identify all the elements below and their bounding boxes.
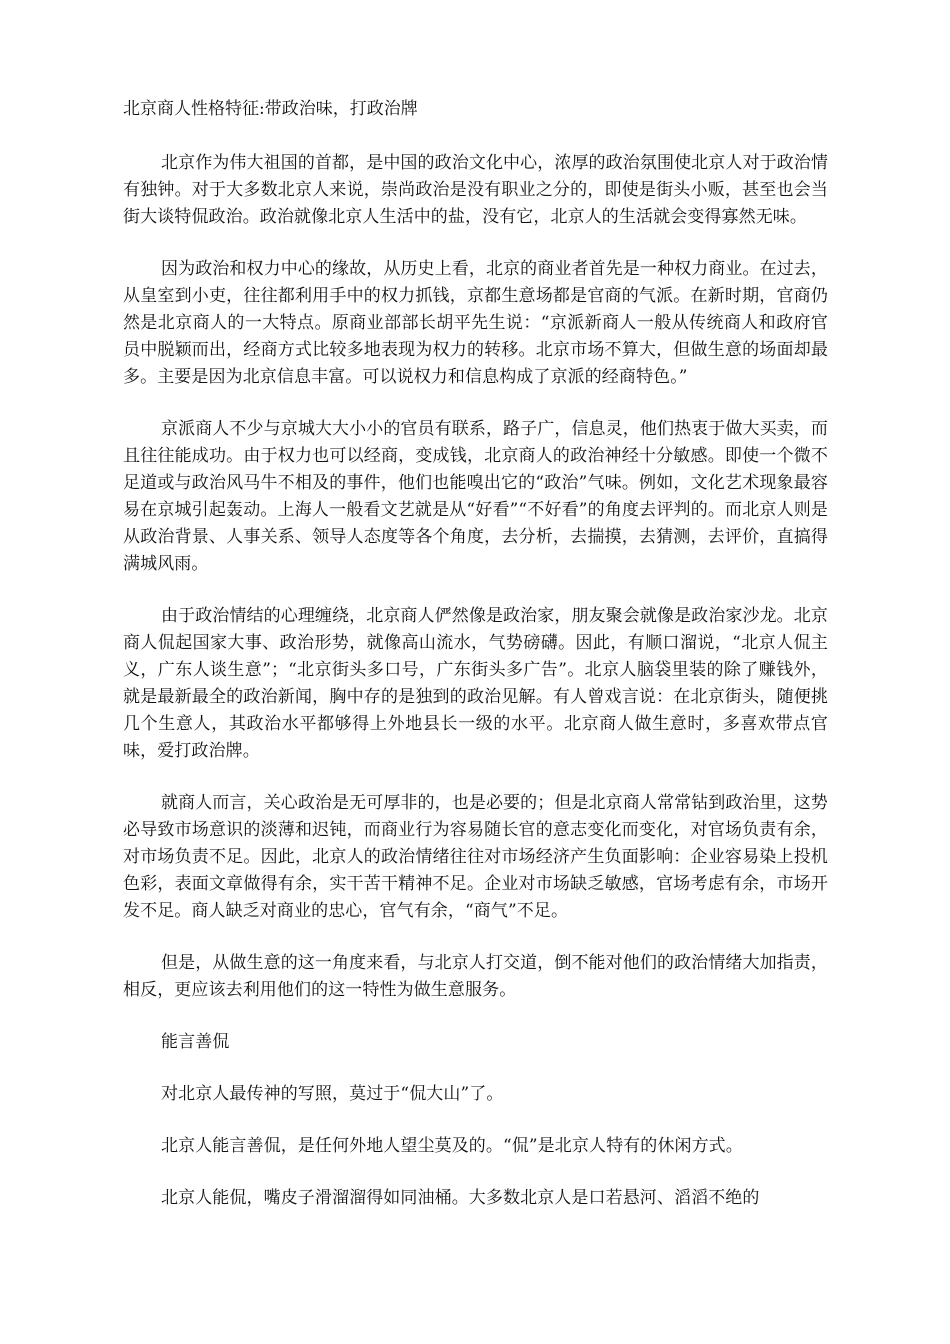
- section-heading-talkative: 能言善侃: [161, 1032, 230, 1052]
- paragraph-business-advice: 但是，从做生意的这一角度来看，与北京人打交道，倒不能对他们的政治情绪大加指责，相反，更应该去利用他们的这一特性为做生意服务。: [123, 953, 828, 1000]
- paragraph-kan-dashan: 对北京人最传神的写照，莫过于“侃大山”了。: [161, 1084, 504, 1104]
- paragraph-negative-impact: 就商人而言，关心政治是无可厚非的，也是必要的；但是北京商人常常钻到政治里，这势必导致市场意识的淡薄和迟钝，而商业行为容易随长官的意志变化而变化，对官场负责有余，对市场负责不足。因此，北京人的政治情绪往往对市场经济产生负面影响：企业容易染上投机色彩，表面文章做得有余，实干苦干精神不足。企业对市场缺乏敏感，官场考虑有余，市场开发不足。商人缺乏对商业的忠心，官气有余，“商气”不足。: [123, 793, 828, 921]
- paragraph-politics-intro: 北京作为伟大祖国的首都，是中国的政治文化中心，浓厚的政治氛围使北京人对于政治情有独钟。对于大多数北京人来说，崇尚政治是没有职业之分的，即使是街头小贩，甚至也会当街大谈特侃政治。政治就像北京人生活中的盐，没有它，北京人的生活就会变得寡然无味。: [123, 153, 828, 227]
- paragraph-power-commerce: 因为政治和权力中心的缘故，从历史上看，北京的商业者首先是一种权力商业。在过去，从皇室到小吏，往往都利用手中的权力抓钱，京都生意场都是官商的气派。在新时期，官商仍然是北京商人的一大特点。原商业部部长胡平先生说：“京派新商人一般从传统商人和政府官员中脱颖而出，经商方式比较多地表现为权力的转移。北京市场不算大，但做生意的场面却最多。主要是因为北京信息丰富。可以说权力和信息构成了京派的经商特色。”: [123, 259, 828, 387]
- paragraph-kan-leisure: 北京人能言善侃，是任何外地人望尘莫及的。“侃”是北京人特有的休闲方式。: [161, 1136, 743, 1156]
- paragraph-political-complex: 由于政治情结的心理缠绕，北京商人俨然像是政治家，朋友聚会就像是政治家沙龙。北京商人侃起国家大事、政治形势，就像高山流水，气势磅礴。因此，有顺口溜说，“北京人侃主义，广东人谈生意”；“北京街头多口号，广东街头多广告”。北京人脑袋里装的除了赚钱外，就是最新最全的政治新闻，胸中存的是独到的政治见解。有人曾戏言说：在北京街头，随便挑几个生意人，其政治水平都够得上外地县长一级的水平。北京商人做生意时，多喜欢带点官味，爱打政治牌。: [123, 606, 828, 761]
- paragraph-jingpai-merchants: 京派商人不少与京城大大小小的官员有联系，路子广，信息灵，他们热衷于做大买卖，而且往往能成功。由于权力也可以经商，变成钱，北京商人的政治神经十分敏感。即使一个微不足道或与政治风马牛不相及的事件，他们也能嗅出它的“政治”气味。例如，文化艺术现象最容易在京城引起轰动。上海人一般看文艺就是从“好看”“不好看”的角度去评判的。而北京人则是从政治背景、人事关系、领导人态度等各个角度，去分析，去揣摸，去猜测，去评价，直搞得满城风雨。: [123, 419, 828, 574]
- document-page: [123, 96, 828, 1237]
- document-title: 北京商人性格特征:带政治味，打政治牌: [123, 99, 418, 119]
- paragraph-kan-eloquent: 北京人能侃，嘴皮子滑溜溜得如同油桶。大多数北京人是口若悬河、滔滔不绝的: [161, 1188, 760, 1208]
